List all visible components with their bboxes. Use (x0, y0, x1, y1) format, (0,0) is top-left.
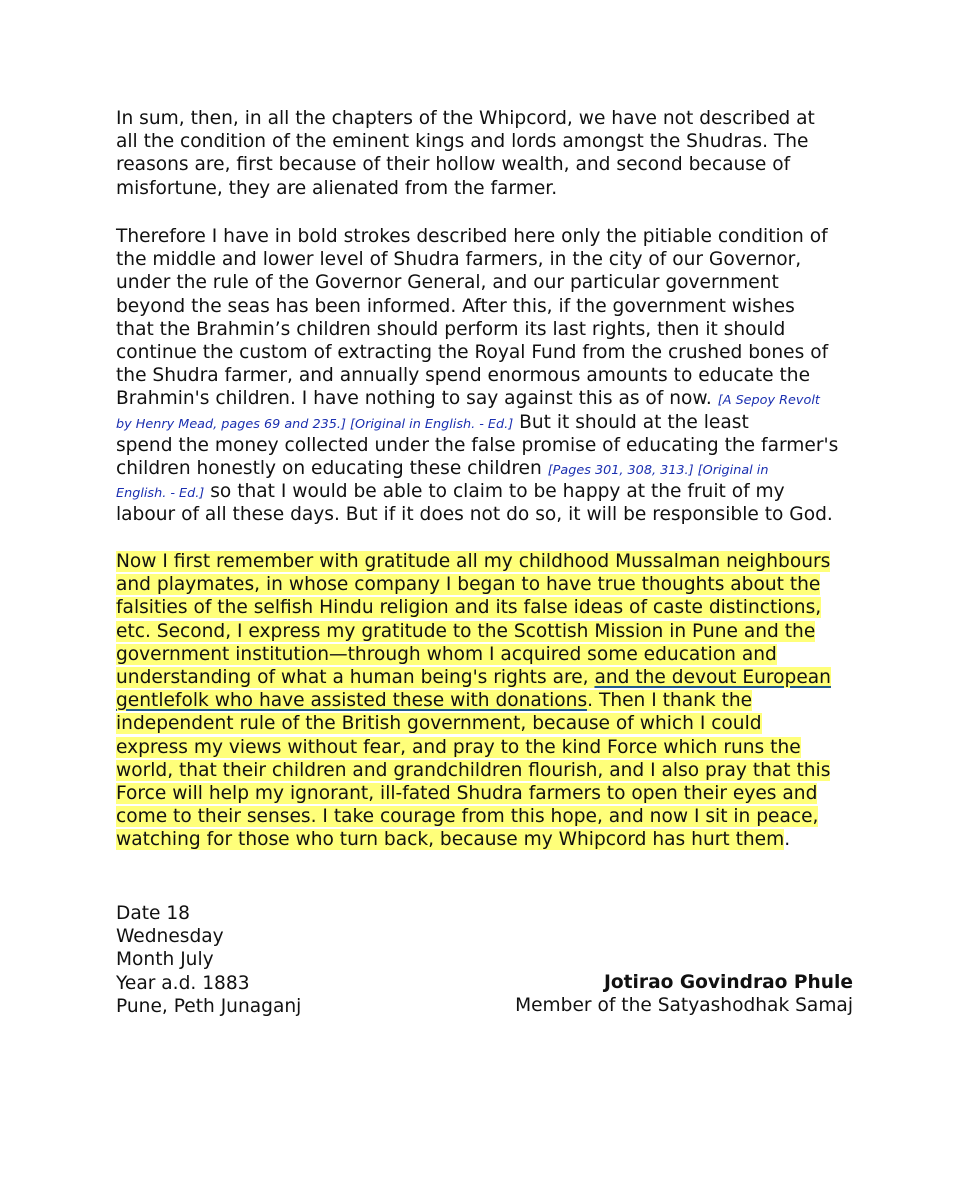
text-line: that the Brahmin’s children should perform its last rights, then it should (116, 318, 786, 340)
signature-block (515, 971, 853, 1017)
highlighted-text: . Then I thank the (587, 690, 753, 712)
highlighted-text: watching for those who turn back, because my Whipcord has hurt them (116, 829, 785, 851)
paragraph-shudra-condition (116, 225, 876, 526)
text-segment: children honestly on educating these children (116, 457, 548, 479)
text-line (116, 759, 876, 782)
editorial-note: by Henry Mead, pages 69 and 235.] [Original in English. - Ed.] (116, 416, 514, 432)
highlighted-text: understanding of what a human being's rights are, (116, 666, 595, 688)
text-line (116, 805, 876, 828)
highlighted-text: Force will help my ignorant, ill-fated Shudra farmers to open their eyes and (116, 782, 818, 804)
paragraph-gratitude-highlighted (116, 550, 876, 851)
paragraph-summary (116, 107, 876, 200)
text-line (116, 828, 876, 851)
highlighted-text: falsities of the selfish Hindu religion and its false ideas of caste distinctions, (116, 597, 822, 619)
text-line: reasons are, first because of their hollow wealth, and second because of (116, 154, 791, 176)
text-line: In sum, then, in all the chapters of the Whipcord, we have not described at (116, 108, 815, 129)
text-line (116, 480, 876, 503)
underlined-text: and the devout European (594, 666, 831, 688)
editorial-note: [Pages 301, 308, 313.] [Original in (547, 462, 769, 478)
text-segment: Brahmin's children. I have nothing to say against this as of now. (116, 388, 718, 410)
text-line: Therefore I have in bold strokes described here only the pitiable condition of (116, 226, 828, 247)
text-segment: so that I would be able to claim to be happy at the fruit of my (204, 481, 785, 503)
date-line: Pune, Peth Junaganj (116, 995, 302, 1017)
highlighted-text: come to their senses. I take courage from this hope, and now I sit in peace, (116, 806, 819, 828)
date-line: Year a.d. 1883 (116, 972, 250, 994)
highlighted-text: government institution—through whom I acquired some education and (116, 643, 777, 665)
highlighted-text: world, that their children and grandchildren flourish, and I also pray that this (116, 759, 831, 781)
text-line (116, 457, 876, 480)
text-line: labour of all these days. But if it does not do so, it will be responsible to God. (116, 504, 833, 526)
text-line: spend the money collected under the false promise of educating the farmer's (116, 434, 839, 456)
text-line: continue the custom of extracting the Royal Fund from the crushed bones of (116, 341, 829, 363)
text-line (116, 666, 876, 689)
highlighted-text: express my views without fear, and pray to the kind Force which runs the (116, 736, 801, 758)
text-line (116, 620, 876, 643)
text-segment: . (784, 829, 791, 851)
editorial-note: [A Sepoy Revolt (717, 393, 820, 409)
highlighted-text: Now I first remember with gratitude all my childhood Mussalman neighbours (116, 551, 831, 572)
text-line (116, 782, 876, 805)
date-block (116, 902, 301, 1018)
text-line (116, 596, 876, 619)
date-line: Date 18 (116, 903, 191, 924)
text-line (116, 736, 876, 759)
text-line (116, 550, 876, 573)
underlined-text: gentlefolk who have assisted these with donations (116, 690, 588, 712)
text-line (116, 689, 876, 712)
text-line (116, 712, 876, 735)
text-segment: But it should at the least (513, 411, 749, 433)
text-line: beyond the seas has been informed. After this, if the government wishes (116, 295, 795, 317)
text-line: misfortune, they are alienated from the farmer. (116, 177, 558, 199)
text-line: the middle and lower level of Shudra farmers, in the city of our Governor, (116, 249, 802, 271)
highlighted-text: and playmates, in whose company I began to have true thoughts about the (116, 574, 821, 596)
author-name: Jotirao Govindrao Phule (603, 972, 853, 993)
date-line: Month July (116, 949, 214, 971)
highlighted-text: independent rule of the British government, because of which I could (116, 713, 762, 735)
date-line: Wednesday (116, 926, 224, 948)
text-line: the Shudra farmer, and annually spend enormous amounts to educate the (116, 365, 811, 387)
text-line: all the condition of the eminent kings and lords amongst the Shudras. The (116, 131, 809, 153)
text-line (116, 387, 876, 410)
text-line (116, 643, 876, 666)
text-line: under the rule of the Governor General, and our particular government (116, 272, 779, 294)
text-line (116, 411, 876, 434)
editorial-note: English. - Ed.] (116, 486, 205, 502)
author-title: Member of the Satyashodhak Samaj (515, 995, 853, 1017)
text-line (116, 573, 876, 596)
highlighted-text: etc. Second, I express my gratitude to the Scottish Mission in Pune and the (116, 620, 816, 642)
